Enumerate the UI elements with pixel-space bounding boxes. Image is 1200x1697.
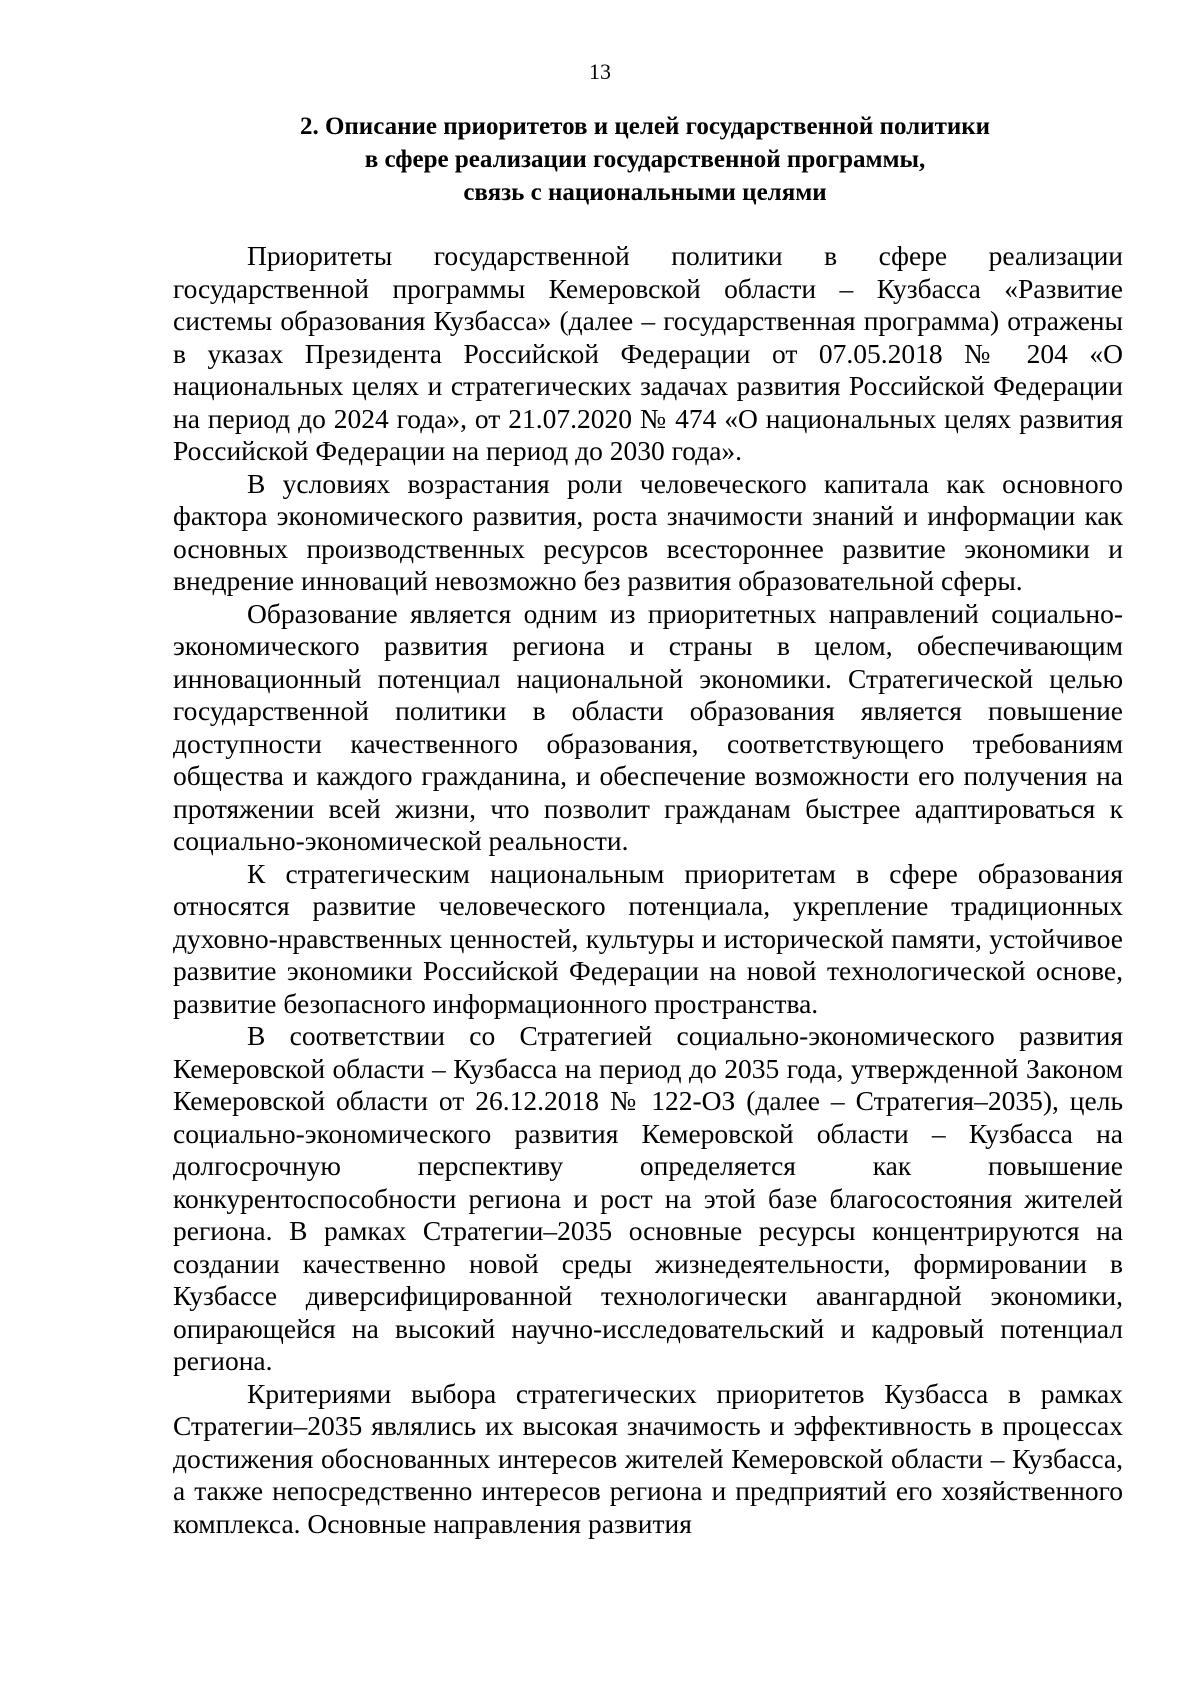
paragraph: В условиях возрастания роли человеческого капитала как основного фактора экономического развития, роста значимости знаний и информации как основных производственных ресурсов всестороннее развитие экономики и внедрение инноваций невозможно без развития образовательной сферы.	[173, 467, 1123, 596]
page-number: 13	[589, 59, 611, 84]
paragraph: В соответствии со Стратегией социально-экономического развития Кемеровской области – Кузбасса на период до 2035 года, утвержденной Законом Кемеровской области от 26.12.2018 № 122-ОЗ (далее – Стратегия–2035), цель социально-экономического развития Кемеровской области – Кузбасса на долгосрочную перспективу определяется как повышение конкурентоспособности региона и рост на этой базе благосостояния жителей региона. В рамках Стратегии–2035 основные ресурсы концентрируются на создании качественно новой среды жизнедеятельности, формировании в Кузбассе диверсифицированной технологически авангардной экономики, опирающейся на высокий научно-исследовательский и кадровый потенциал региона.	[173, 1020, 1123, 1376]
paragraph: Критериями выбора стратегических приоритетов Кузбасса в рамках Стратегии–2035 являлись их высокая значимость и эффективность в процессах достижения обоснованных интересов жителей Кемеровской области – Кузбасса, а также непосредственно интересов региона и предприятий его хозяйственного комплекса. Основные направления развития	[173, 1377, 1123, 1539]
section-heading-line: в сфере реализации государственной программы,	[364, 146, 926, 173]
section-heading	[170, 110, 1120, 209]
paragraph: Приоритеты государственной политики в сфере реализации государственной программы Кемеровской области – Кузбасса «Развитие системы образования Кузбасса» (далее – государственная программа) отражены в указах Президента Российской Федерации от 07.05.2018 № 204 «О национальных целях и стратегических задачах развития Российской Федерации на период до 2024 года», от 21.07.2020 № 474 «О национальных целях развития Российской Федерации на период до 2030 года».	[173, 240, 1123, 466]
section-heading-line: 2. Описание приоритетов и целей государственной политики	[299, 113, 991, 140]
section-heading-line: связь с национальными целями	[463, 179, 827, 206]
document-body	[173, 240, 1123, 1540]
paragraph: Образование является одним из приоритетных направлений социально-экономического развития региона и страны в целом, обеспечивающим инновационный потенциал национальной экономики. Стратегической целью государственной политики в области образования является повышение доступности качественного образования, соответствующего требованиям общества и каждого гражданина, и обеспечение возможности его получения на протяжении всей жизни, что позволит гражданам быстрее адаптироваться к социально-экономической реальности.	[173, 597, 1123, 856]
paragraph: К стратегическим национальным приоритетам в сфере образования относятся развитие человеческого потенциала, укрепление традиционных духовно-нравственных ценностей, культуры и исторической памяти, устойчивое развитие экономики Российской Федерации на новой технологической основе, развитие безопасного информационного пространства.	[173, 857, 1123, 1019]
